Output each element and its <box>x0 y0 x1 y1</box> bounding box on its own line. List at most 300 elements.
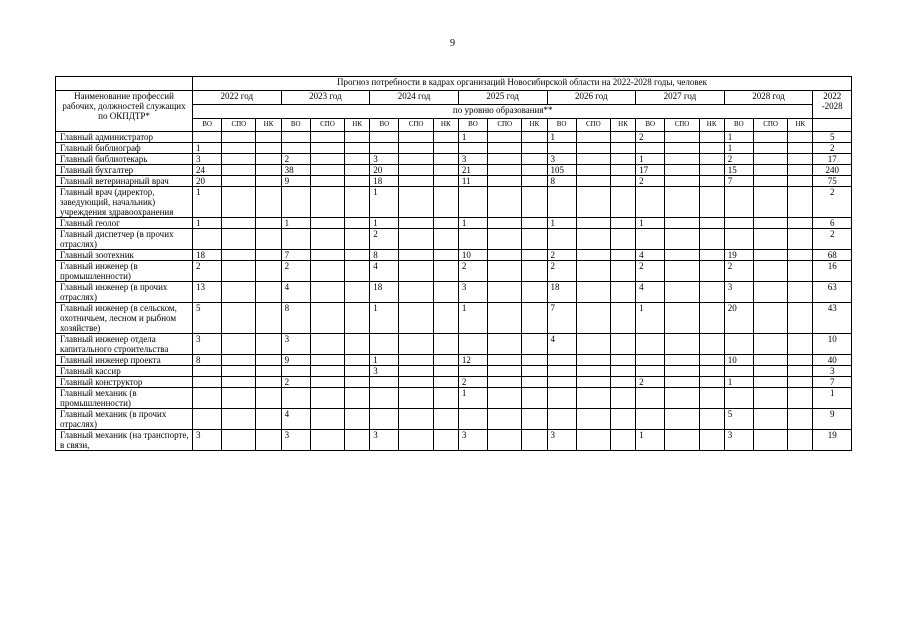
value-cell <box>576 303 610 334</box>
table-row <box>56 282 852 303</box>
value-cell: 38 <box>281 165 310 176</box>
value-cell <box>433 303 458 334</box>
value-cell: 7 <box>724 176 753 187</box>
value-cell <box>547 143 576 154</box>
value-cell <box>370 143 399 154</box>
value-cell <box>610 430 635 451</box>
value-cell <box>665 377 699 388</box>
value-cell <box>222 187 256 218</box>
total-cell: 2 <box>813 187 852 218</box>
total-cell: 2 <box>813 229 852 250</box>
value-cell: 8 <box>281 303 310 334</box>
value-cell: 8 <box>193 355 222 366</box>
value-cell <box>522 261 547 282</box>
value-cell <box>576 187 610 218</box>
value-cell <box>753 218 787 229</box>
value-cell: 17 <box>636 165 665 176</box>
value-cell <box>370 377 399 388</box>
value-cell <box>665 355 699 366</box>
value-cell: 4 <box>636 250 665 261</box>
value-cell <box>222 334 256 355</box>
value-cell <box>399 132 433 143</box>
value-cell <box>256 176 281 187</box>
value-cell <box>222 282 256 303</box>
value-cell <box>522 132 547 143</box>
value-cell: 3 <box>724 430 753 451</box>
value-cell <box>488 176 522 187</box>
value-cell <box>345 132 370 143</box>
table-row <box>56 366 852 377</box>
value-cell <box>310 261 344 282</box>
edu-level-subheader: СПО <box>576 119 610 132</box>
value-cell <box>399 303 433 334</box>
value-cell <box>576 366 610 377</box>
value-cell <box>433 143 458 154</box>
value-cell <box>522 250 547 261</box>
value-cell <box>488 355 522 366</box>
value-cell <box>488 218 522 229</box>
value-cell <box>370 388 399 409</box>
profession-name: Главный геолог <box>56 218 193 229</box>
value-cell: 105 <box>547 165 576 176</box>
value-cell <box>345 261 370 282</box>
value-cell: 1 <box>636 430 665 451</box>
value-cell: 3 <box>458 430 487 451</box>
value-cell: 3 <box>547 430 576 451</box>
value-cell: 5 <box>724 409 753 430</box>
value-cell <box>345 229 370 250</box>
profession-name: Главный библиотекарь <box>56 154 193 165</box>
total-cell: 5 <box>813 132 852 143</box>
value-cell <box>399 187 433 218</box>
value-cell: 4 <box>281 409 310 430</box>
value-cell <box>610 261 635 282</box>
value-cell <box>788 165 813 176</box>
value-cell <box>547 355 576 366</box>
value-cell <box>753 388 787 409</box>
value-cell <box>281 366 310 377</box>
value-cell <box>399 229 433 250</box>
value-cell <box>222 218 256 229</box>
value-cell <box>222 154 256 165</box>
value-cell <box>724 218 753 229</box>
profession-name: Главный бухгалтер <box>56 165 193 176</box>
value-cell <box>488 165 522 176</box>
value-cell <box>576 377 610 388</box>
value-cell <box>753 143 787 154</box>
value-cell: 1 <box>193 143 222 154</box>
value-cell <box>753 154 787 165</box>
total-cell: 7 <box>813 377 852 388</box>
value-cell <box>522 355 547 366</box>
value-cell <box>399 377 433 388</box>
value-cell: 2 <box>724 261 753 282</box>
value-cell <box>256 132 281 143</box>
value-cell <box>222 165 256 176</box>
value-cell <box>665 229 699 250</box>
value-cell: 1 <box>724 377 753 388</box>
table-row <box>56 218 852 229</box>
value-cell <box>788 261 813 282</box>
value-cell <box>610 355 635 366</box>
value-cell <box>547 409 576 430</box>
value-cell <box>522 303 547 334</box>
value-cell: 2 <box>281 154 310 165</box>
value-cell: 19 <box>724 250 753 261</box>
value-cell <box>636 355 665 366</box>
value-cell <box>399 334 433 355</box>
value-cell <box>788 430 813 451</box>
edu-level-subheader: СПО <box>488 119 522 132</box>
value-cell <box>699 430 724 451</box>
value-cell <box>610 409 635 430</box>
total-cell: 63 <box>813 282 852 303</box>
value-cell <box>699 388 724 409</box>
value-cell <box>222 229 256 250</box>
value-cell <box>788 132 813 143</box>
value-cell <box>281 229 310 250</box>
total-subheader-blank <box>813 119 852 132</box>
edu-level-subheader: СПО <box>665 119 699 132</box>
table-row <box>56 261 852 282</box>
value-cell <box>699 143 724 154</box>
value-cell <box>610 165 635 176</box>
value-cell <box>222 303 256 334</box>
value-cell <box>310 132 344 143</box>
total-cell: 2 <box>813 143 852 154</box>
value-cell <box>345 430 370 451</box>
value-cell <box>222 366 256 377</box>
profession-name: Главный врач (директор, заведующий, начальник) учреждения здравоохранения <box>56 187 193 218</box>
value-cell <box>458 143 487 154</box>
value-cell <box>665 250 699 261</box>
value-cell <box>433 334 458 355</box>
value-cell <box>724 334 753 355</box>
value-cell <box>753 187 787 218</box>
value-cell <box>636 229 665 250</box>
value-cell: 3 <box>193 334 222 355</box>
edu-level-subheader: НК <box>699 119 724 132</box>
header-blank-cell <box>56 77 193 91</box>
value-cell: 2 <box>636 132 665 143</box>
value-cell: 18 <box>193 250 222 261</box>
value-cell <box>788 143 813 154</box>
table-row <box>56 303 852 334</box>
value-cell <box>610 143 635 154</box>
value-cell <box>193 377 222 388</box>
value-cell <box>488 303 522 334</box>
value-cell <box>193 388 222 409</box>
value-cell <box>753 303 787 334</box>
value-cell <box>281 187 310 218</box>
value-cell: 2 <box>636 176 665 187</box>
value-cell: 2 <box>370 229 399 250</box>
forecast-title: Прогноз потребности в кадрах организаций Новосибирской области на 2022-2028 годы, человек <box>193 77 852 91</box>
value-cell <box>433 154 458 165</box>
table-row <box>56 187 852 218</box>
value-cell: 21 <box>458 165 487 176</box>
value-cell <box>576 282 610 303</box>
value-cell <box>310 154 344 165</box>
value-cell <box>522 218 547 229</box>
edu-level-subheader: ВО <box>547 119 576 132</box>
value-cell <box>724 229 753 250</box>
value-cell <box>576 165 610 176</box>
value-cell <box>256 143 281 154</box>
value-cell <box>399 250 433 261</box>
value-cell <box>665 388 699 409</box>
value-cell <box>488 261 522 282</box>
value-cell <box>753 176 787 187</box>
value-cell <box>665 409 699 430</box>
value-cell <box>753 132 787 143</box>
value-cell <box>665 176 699 187</box>
value-cell <box>699 165 724 176</box>
table-row <box>56 409 852 430</box>
value-cell: 3 <box>193 154 222 165</box>
value-cell: 4 <box>370 261 399 282</box>
profession-name: Главный ветеринарный врач <box>56 176 193 187</box>
value-cell <box>193 132 222 143</box>
value-cell <box>256 282 281 303</box>
value-cell <box>310 366 344 377</box>
value-cell <box>222 176 256 187</box>
profession-name: Главный инженер отдела капитального строительства <box>56 334 193 355</box>
edu-level-subheader: СПО <box>222 119 256 132</box>
table-row <box>56 334 852 355</box>
value-cell <box>345 187 370 218</box>
profession-name: Главный инженер проекта <box>56 355 193 366</box>
value-cell: 3 <box>458 154 487 165</box>
profession-name: Главный инженер (в промышленности) <box>56 261 193 282</box>
value-cell <box>310 355 344 366</box>
value-cell: 8 <box>547 176 576 187</box>
value-cell: 11 <box>458 176 487 187</box>
total-cell: 9 <box>813 409 852 430</box>
value-cell <box>753 334 787 355</box>
value-cell <box>522 409 547 430</box>
value-cell <box>522 388 547 409</box>
value-cell <box>576 229 610 250</box>
value-cell: 2 <box>636 377 665 388</box>
edu-level-label: по уровню образования** <box>193 105 813 119</box>
value-cell <box>222 355 256 366</box>
value-cell <box>753 282 787 303</box>
table-row <box>56 154 852 165</box>
value-cell <box>433 132 458 143</box>
value-cell <box>788 366 813 377</box>
value-cell <box>433 165 458 176</box>
value-cell: 3 <box>547 154 576 165</box>
value-cell <box>753 250 787 261</box>
profession-name: Главный библиограф <box>56 143 193 154</box>
value-cell <box>699 132 724 143</box>
value-cell <box>788 176 813 187</box>
value-cell <box>576 176 610 187</box>
value-cell <box>547 388 576 409</box>
value-cell <box>610 282 635 303</box>
value-cell: 2 <box>458 261 487 282</box>
value-cell: 1 <box>547 132 576 143</box>
value-cell <box>458 187 487 218</box>
total-column-header: 2022 -2028 <box>813 91 852 119</box>
value-cell <box>222 377 256 388</box>
value-cell <box>256 334 281 355</box>
total-cell: 40 <box>813 355 852 366</box>
value-cell <box>345 218 370 229</box>
profession-name: Главный кассир <box>56 366 193 377</box>
value-cell: 15 <box>724 165 753 176</box>
value-cell <box>256 366 281 377</box>
value-cell <box>699 261 724 282</box>
value-cell <box>310 409 344 430</box>
value-cell <box>222 132 256 143</box>
total-cell: 75 <box>813 176 852 187</box>
value-cell <box>488 366 522 377</box>
value-cell: 3 <box>724 282 753 303</box>
value-cell: 3 <box>370 430 399 451</box>
value-cell <box>610 303 635 334</box>
value-cell <box>256 218 281 229</box>
value-cell: 20 <box>370 165 399 176</box>
value-cell <box>522 154 547 165</box>
value-cell <box>488 143 522 154</box>
year-header: 2028 год <box>724 91 813 105</box>
value-cell: 1 <box>636 154 665 165</box>
value-cell <box>788 282 813 303</box>
value-cell <box>256 154 281 165</box>
value-cell: 3 <box>458 282 487 303</box>
value-cell <box>488 282 522 303</box>
value-cell: 18 <box>370 282 399 303</box>
value-cell: 3 <box>281 430 310 451</box>
value-cell <box>433 250 458 261</box>
value-cell: 7 <box>281 250 310 261</box>
value-cell <box>522 334 547 355</box>
value-cell <box>788 388 813 409</box>
edu-level-subheader: ВО <box>193 119 222 132</box>
value-cell <box>610 388 635 409</box>
year-header: 2023 год <box>281 91 370 105</box>
value-cell <box>699 282 724 303</box>
table-row <box>56 176 852 187</box>
value-cell <box>193 366 222 377</box>
value-cell <box>753 229 787 250</box>
value-cell <box>256 303 281 334</box>
edu-level-subheader: НК <box>522 119 547 132</box>
table-row <box>56 430 852 451</box>
value-cell: 20 <box>724 303 753 334</box>
value-cell <box>788 187 813 218</box>
total-cell: 19 <box>813 430 852 451</box>
value-cell <box>345 377 370 388</box>
value-cell <box>433 430 458 451</box>
value-cell: 1 <box>458 132 487 143</box>
value-cell <box>310 377 344 388</box>
table-row <box>56 143 852 154</box>
value-cell <box>399 218 433 229</box>
value-cell <box>699 366 724 377</box>
value-cell <box>576 409 610 430</box>
value-cell <box>222 250 256 261</box>
value-cell <box>281 143 310 154</box>
value-cell <box>222 388 256 409</box>
value-cell <box>399 388 433 409</box>
value-cell: 1 <box>370 218 399 229</box>
value-cell: 4 <box>636 282 665 303</box>
value-cell: 4 <box>547 334 576 355</box>
value-cell: 1 <box>636 303 665 334</box>
value-cell <box>433 282 458 303</box>
value-cell <box>522 229 547 250</box>
total-cell: 43 <box>813 303 852 334</box>
value-cell <box>699 355 724 366</box>
profession-name: Главный администратор <box>56 132 193 143</box>
value-cell <box>458 229 487 250</box>
value-cell <box>488 377 522 388</box>
edu-level-subheader: НК <box>610 119 635 132</box>
header-row-title <box>56 77 852 91</box>
value-cell: 1 <box>370 303 399 334</box>
value-cell: 3 <box>370 154 399 165</box>
value-cell <box>665 334 699 355</box>
value-cell <box>222 261 256 282</box>
table-row <box>56 377 852 388</box>
value-cell <box>488 409 522 430</box>
edu-level-subheader: ВО <box>370 119 399 132</box>
value-cell <box>753 430 787 451</box>
value-cell <box>699 218 724 229</box>
value-cell <box>636 143 665 154</box>
edu-level-subheader: СПО <box>310 119 344 132</box>
edu-level-subheader: НК <box>345 119 370 132</box>
value-cell: 2 <box>458 377 487 388</box>
year-header: 2024 год <box>370 91 459 105</box>
edu-level-subheader: ВО <box>458 119 487 132</box>
value-cell <box>636 334 665 355</box>
value-cell <box>636 366 665 377</box>
value-cell <box>576 430 610 451</box>
value-cell <box>433 176 458 187</box>
value-cell: 2 <box>636 261 665 282</box>
value-cell <box>699 187 724 218</box>
value-cell <box>547 377 576 388</box>
value-cell <box>753 377 787 388</box>
value-cell: 2 <box>193 261 222 282</box>
value-cell <box>788 334 813 355</box>
value-cell <box>665 132 699 143</box>
value-cell <box>310 250 344 261</box>
value-cell: 1 <box>458 218 487 229</box>
value-cell <box>522 282 547 303</box>
value-cell: 4 <box>281 282 310 303</box>
value-cell <box>345 143 370 154</box>
value-cell <box>636 409 665 430</box>
value-cell <box>576 388 610 409</box>
value-cell <box>370 409 399 430</box>
value-cell <box>310 176 344 187</box>
value-cell <box>699 250 724 261</box>
value-cell <box>522 187 547 218</box>
forecast-table <box>55 76 852 451</box>
value-cell <box>699 176 724 187</box>
value-cell <box>399 154 433 165</box>
value-cell: 8 <box>370 250 399 261</box>
year-header: 2027 год <box>636 91 725 105</box>
value-cell <box>458 409 487 430</box>
value-cell <box>488 250 522 261</box>
value-cell <box>665 143 699 154</box>
